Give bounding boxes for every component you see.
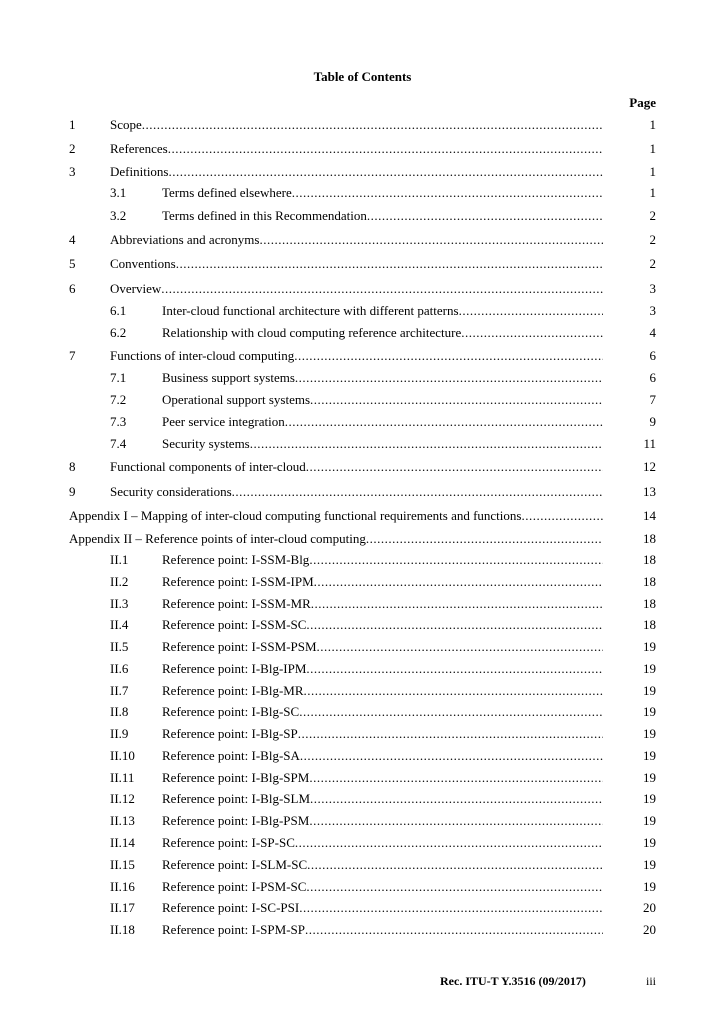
- toc-entry-title: [162, 878, 603, 896]
- toc-entry-number: 2: [69, 141, 76, 156]
- toc-entry-text: Reference point: I-PSM-SC: [162, 879, 307, 894]
- toc-entry-page: 18: [643, 552, 656, 567]
- toc-entry-number: II.7: [110, 683, 129, 698]
- dot-leader: [161, 280, 603, 298]
- toc-entry-title: [110, 483, 603, 501]
- toc-entry-page: 19: [643, 879, 656, 894]
- toc-entry-text: Reference point: I-Blg-SP: [162, 726, 298, 741]
- toc-entry-text: Reference point: I-SP-SC: [162, 835, 295, 850]
- toc-entry-text: Reference point: I-SSM-PSM: [162, 639, 317, 654]
- toc-entry-number: II.6: [110, 661, 129, 676]
- toc-entry-page: 1: [649, 141, 656, 156]
- toc-entry-title: [162, 703, 603, 721]
- toc-entry[interactable]: [0, 747, 725, 765]
- page-number: iii: [645, 974, 656, 988]
- dot-leader: [366, 530, 603, 548]
- dot-leader: [310, 391, 603, 409]
- toc-entry[interactable]: [0, 483, 725, 501]
- toc-entry[interactable]: [0, 140, 725, 158]
- toc-entry-text: Appendix II – Reference points of inter-cloud computing: [69, 531, 366, 546]
- dot-leader: [306, 878, 603, 896]
- toc-entry[interactable]: [0, 507, 725, 525]
- toc-entry-text: Relationship with cloud computing reference architecture: [162, 325, 462, 340]
- toc-entry[interactable]: [0, 207, 725, 225]
- toc-entry-page: 19: [643, 813, 656, 828]
- toc-entry-page: 18: [643, 596, 656, 611]
- toc-entry-number: II.11: [110, 770, 135, 785]
- toc-entry-page: 18: [643, 531, 656, 546]
- toc-entry[interactable]: [0, 595, 725, 613]
- toc-entry-title: [162, 856, 603, 874]
- toc-entry[interactable]: [0, 302, 725, 320]
- toc-entry-page: 1: [649, 185, 656, 200]
- dot-leader: [459, 302, 603, 320]
- toc-entry[interactable]: [0, 769, 725, 787]
- toc-entry[interactable]: [0, 458, 725, 476]
- toc-entry-text: Terms defined in this Recommendation: [162, 208, 367, 223]
- page-footer: [0, 974, 725, 992]
- dot-leader: [314, 573, 603, 591]
- toc-entry-number: II.10: [110, 748, 135, 763]
- dot-leader: [309, 812, 603, 830]
- toc-entry-number: II.14: [110, 835, 135, 850]
- dot-leader: [310, 790, 603, 808]
- toc-entry-title: [110, 255, 603, 273]
- toc-entry-title: [162, 790, 603, 808]
- toc-entry-title: [162, 769, 603, 787]
- toc-entry-page: 3: [649, 303, 656, 318]
- toc-entry-title: [162, 595, 603, 613]
- toc-entry-number: II.15: [110, 857, 135, 872]
- toc-entry-page: 19: [643, 726, 656, 741]
- toc-entry-text: Definitions: [110, 164, 169, 179]
- toc-entry[interactable]: [0, 116, 725, 134]
- toc-entry-text: Conventions: [110, 256, 176, 271]
- dot-leader: [521, 507, 603, 525]
- toc-entry-text: Reference point: I-Blg-SPM: [162, 770, 310, 785]
- toc-entry-page: 19: [643, 639, 656, 654]
- toc-entry[interactable]: [0, 638, 725, 656]
- toc-entry-text: Scope: [110, 117, 142, 132]
- toc-entry-title: [162, 638, 603, 656]
- toc-entry-title: [162, 921, 603, 939]
- dot-leader: [305, 921, 603, 939]
- toc-entry[interactable]: [0, 435, 725, 453]
- toc-entry[interactable]: [0, 255, 725, 273]
- dot-leader: [168, 140, 603, 158]
- toc-entry-number: 5: [69, 256, 76, 271]
- toc-entry-text: Abbreviations and acronyms: [110, 232, 260, 247]
- toc-entry-number: II.8: [110, 704, 129, 719]
- toc-entry-number: 9: [69, 484, 76, 499]
- toc-entry-title: [162, 660, 603, 678]
- dot-leader: [300, 747, 603, 765]
- toc-entry-text: Security considerations: [110, 484, 232, 499]
- dot-leader: [285, 413, 603, 431]
- toc-entry-number: 3: [69, 164, 76, 179]
- toc-entry-title: [162, 812, 603, 830]
- dot-leader: [294, 347, 603, 365]
- toc-entry-number: 6.1: [110, 303, 127, 318]
- page-column-header: Page: [629, 95, 656, 110]
- toc-entry-title: [162, 682, 603, 700]
- toc-entry-text: Functions of inter-cloud computing: [110, 348, 295, 363]
- dot-leader: [309, 551, 603, 569]
- toc-entry-text: Reference point: I-SSM-SC: [162, 617, 307, 632]
- toc-entry-page: 19: [643, 661, 656, 676]
- toc-entry-page: 19: [643, 748, 656, 763]
- toc-entry-text: Reference point: I-Blg-MR: [162, 683, 304, 698]
- toc-entry-title: [162, 324, 603, 342]
- dot-leader: [250, 435, 603, 453]
- dot-leader: [169, 163, 604, 181]
- toc-entry[interactable]: [0, 324, 725, 342]
- toc-entry-number: 7.1: [110, 370, 127, 385]
- toc-entry-page: 3: [649, 281, 656, 296]
- toc-entry-page: 14: [643, 508, 656, 523]
- toc-entry-title: [162, 616, 603, 634]
- toc-entry-title: [110, 163, 603, 181]
- toc-entry-title: [110, 231, 603, 249]
- dot-leader: [304, 682, 603, 700]
- toc-entry-page: 18: [643, 617, 656, 632]
- toc-entry[interactable]: [0, 369, 725, 387]
- toc-entry-title: [162, 369, 603, 387]
- toc-entry-title: [162, 834, 603, 852]
- toc-entry[interactable]: [0, 703, 725, 721]
- dot-leader: [176, 255, 603, 273]
- toc-entry-number: 7.4: [110, 436, 127, 451]
- toc-entry[interactable]: [0, 231, 725, 249]
- toc-entry-page: 12: [643, 459, 656, 474]
- toc-entry-title: [162, 302, 603, 320]
- toc-entry-number: II.17: [110, 900, 135, 915]
- toc-entry-page: 13: [643, 484, 656, 499]
- dot-leader: [306, 616, 603, 634]
- toc-entry[interactable]: [0, 347, 725, 365]
- toc-entry-title: [162, 899, 603, 917]
- toc-entry-page: 7: [649, 392, 656, 407]
- toc-entry-title: [162, 725, 603, 743]
- dot-leader: [367, 207, 603, 225]
- dot-leader: [306, 458, 603, 476]
- dot-leader: [298, 725, 603, 743]
- toc-entry-title: [162, 391, 603, 409]
- toc-entry-title: [69, 507, 603, 525]
- toc-entry-text: References: [110, 141, 168, 156]
- toc-entry-number: 7.3: [110, 414, 127, 429]
- dot-leader: [292, 184, 603, 202]
- toc-entry-text: Business support systems: [162, 370, 295, 385]
- toc-entry-page: 6: [649, 348, 656, 363]
- toc-entry-number: 4: [69, 232, 76, 247]
- dot-leader: [299, 703, 603, 721]
- toc-entry-title: [110, 280, 603, 298]
- toc-entry-number: II.1: [110, 552, 129, 567]
- toc-entry[interactable]: [0, 391, 725, 409]
- toc-entry[interactable]: [0, 921, 725, 939]
- toc-entry[interactable]: [0, 530, 725, 548]
- dot-leader: [317, 638, 603, 656]
- toc-entry-number: II.16: [110, 879, 135, 894]
- toc-entry-text: Reference point: I-Blg-IPM: [162, 661, 307, 676]
- toc-entry-number: 3.2: [110, 208, 127, 223]
- toc-entry-page: 18: [643, 574, 656, 589]
- toc-entry-title: [162, 573, 603, 591]
- toc-entry-title: [162, 413, 603, 431]
- toc-entry[interactable]: [0, 812, 725, 830]
- toc-entry-text: Inter-cloud functional architecture with different patterns: [162, 303, 459, 318]
- toc-entry-text: Reference point: I-SLM-SC: [162, 857, 308, 872]
- toc-entry-number: 8: [69, 459, 76, 474]
- toc-entry-page: 20: [643, 922, 656, 937]
- toc-title: Table of Contents: [313, 69, 412, 84]
- toc-entry-page: 1: [649, 117, 656, 132]
- toc-entry-text: Reference point: I-SSM-IPM: [162, 574, 314, 589]
- dot-leader: [295, 369, 603, 387]
- toc-entry[interactable]: [0, 834, 725, 852]
- toc-entry-text: Functional components of inter-cloud: [110, 459, 306, 474]
- toc-entry[interactable]: [0, 163, 725, 181]
- dot-leader: [306, 660, 603, 678]
- toc-entry-title: [162, 184, 603, 202]
- toc-entry-title: [162, 207, 603, 225]
- toc-entry[interactable]: [0, 725, 725, 743]
- toc-entry-page: 6: [649, 370, 656, 385]
- toc-entry-number: II.18: [110, 922, 135, 937]
- toc-entry[interactable]: [0, 660, 725, 678]
- toc-entry-text: Reference point: I-Blg-SC: [162, 704, 300, 719]
- toc-entry-number: II.4: [110, 617, 129, 632]
- toc-entry-title: [162, 551, 603, 569]
- toc-entry-text: Reference point: I-SPM-SP: [162, 922, 305, 937]
- toc-entry-text: Reference point: I-Blg-PSM: [162, 813, 310, 828]
- toc-entry[interactable]: [0, 616, 725, 634]
- toc-entry-title: [110, 116, 603, 134]
- toc-entry-text: Terms defined elsewhere: [162, 185, 292, 200]
- recommendation-reference: Rec. ITU-T Y.3516 (09/2017): [440, 974, 586, 988]
- toc-entry-number: II.13: [110, 813, 135, 828]
- toc-entry[interactable]: [0, 551, 725, 569]
- toc-entry-number: II.12: [110, 791, 135, 806]
- toc-entry-text: Peer service integration: [162, 414, 285, 429]
- dot-leader: [309, 769, 603, 787]
- toc-entry[interactable]: [0, 280, 725, 298]
- toc-entry-number: 7.2: [110, 392, 127, 407]
- toc-entry-text: Reference point: I-Blg-SLM: [162, 791, 311, 806]
- toc-entry[interactable]: [0, 413, 725, 431]
- toc-entry[interactable]: [0, 899, 725, 917]
- toc-entry-page: 19: [643, 704, 656, 719]
- toc-entry-text: Reference point: I-Blg-SA: [162, 748, 300, 763]
- toc-entry-text: Security systems: [162, 436, 250, 451]
- dot-leader: [142, 116, 603, 134]
- dot-leader: [461, 324, 603, 342]
- toc-entry[interactable]: [0, 184, 725, 202]
- toc-entry-number: II.9: [110, 726, 129, 741]
- toc-entry-text: Reference point: I-SSM-MR: [162, 596, 311, 611]
- toc-entry-title: [110, 140, 603, 158]
- toc-entry-page: 19: [643, 683, 656, 698]
- toc-entry-text: Overview: [110, 281, 162, 296]
- toc-entry-number: II.3: [110, 596, 129, 611]
- dot-leader: [307, 856, 603, 874]
- toc-entry-number: 6: [69, 281, 76, 296]
- toc-entry-page: 20: [643, 900, 656, 915]
- toc-entry[interactable]: [0, 682, 725, 700]
- toc-entry-title: [162, 435, 603, 453]
- toc-entry-page: 2: [649, 208, 656, 223]
- toc-entry[interactable]: [0, 573, 725, 591]
- toc-entry-page: 19: [643, 857, 656, 872]
- toc-entry-page: 11: [643, 436, 656, 451]
- dot-leader: [311, 595, 603, 613]
- toc-entry-number: 3.1: [110, 185, 127, 200]
- toc-entry[interactable]: [0, 790, 725, 808]
- toc-entry-text: Reference point: I-SC-PSI: [162, 900, 300, 915]
- dot-leader: [299, 899, 603, 917]
- toc-entry-page: 2: [649, 232, 656, 247]
- dot-leader: [295, 834, 603, 852]
- toc-entry-number: 7: [69, 348, 76, 363]
- toc-entry[interactable]: [0, 878, 725, 896]
- toc-entry-title: [69, 530, 603, 548]
- toc-entry-page: 2: [649, 256, 656, 271]
- toc-entry-page: 19: [643, 835, 656, 850]
- toc-entry-page: 19: [643, 791, 656, 806]
- toc-entry-page: 9: [649, 414, 656, 429]
- toc-entry-text: Operational support systems: [162, 392, 311, 407]
- toc-entry-number: 1: [69, 117, 76, 132]
- toc-entry-number: 6.2: [110, 325, 127, 340]
- dot-leader: [232, 483, 603, 501]
- toc-entry-page: 19: [643, 770, 656, 785]
- toc-entry-title: [162, 747, 603, 765]
- toc-entry-page: 4: [649, 325, 656, 340]
- toc-entry-title: [110, 458, 603, 476]
- toc-entry-number: II.2: [110, 574, 129, 589]
- toc-entry-text: Reference point: I-SSM-Blg: [162, 552, 310, 567]
- toc-entry-text: Appendix I – Mapping of inter-cloud computing functional requirements and functions: [69, 508, 522, 523]
- toc-entry-page: 1: [649, 164, 656, 179]
- dot-leader: [259, 231, 603, 249]
- toc-entry[interactable]: [0, 856, 725, 874]
- toc-entry-number: II.5: [110, 639, 129, 654]
- toc-entry-title: [110, 347, 603, 365]
